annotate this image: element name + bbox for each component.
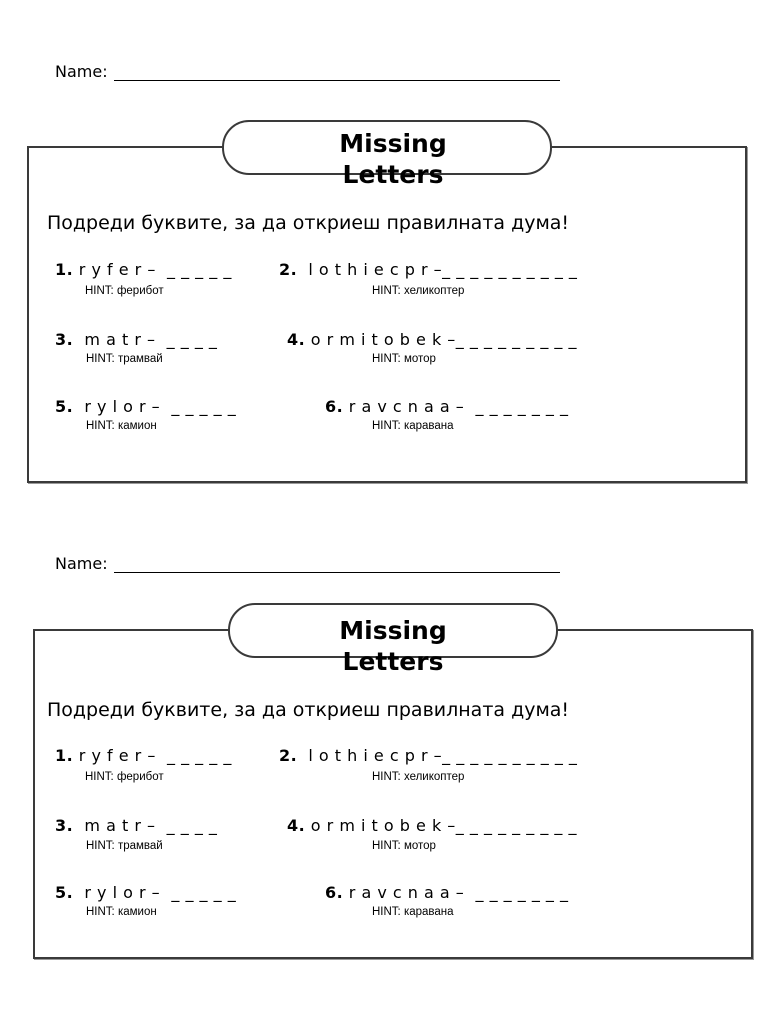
puzzle-item-3: 3. m a t r – _ _ _ _ bbox=[55, 330, 218, 349]
hint-1: HINT: ферибот bbox=[85, 771, 164, 783]
worksheet-title: Missing Letters bbox=[339, 129, 447, 189]
hint-4: HINT: мотор bbox=[372, 840, 436, 852]
hint-4: HINT: мотор bbox=[372, 353, 436, 365]
hint-3: HINT: трамвай bbox=[86, 353, 163, 365]
hint-5: HINT: камион bbox=[86, 906, 157, 918]
name-underline bbox=[114, 64, 560, 81]
puzzle-item-4: 4. o r m i t o b e k –_ _ _ _ _ _ _ _ _ bbox=[287, 330, 577, 349]
puzzle-item-2: 2. l o t h i e c p r –_ _ _ _ _ _ _ _ _ _ bbox=[279, 746, 578, 765]
hint-2: HINT: хеликоптер bbox=[372, 771, 465, 783]
hint-3: HINT: трамвай bbox=[86, 840, 163, 852]
hint-6: HINT: каравана bbox=[372, 420, 454, 432]
hint-1: HINT: ферибот bbox=[85, 285, 164, 297]
puzzle-item-1: 1. r y f e r – _ _ _ _ _ bbox=[55, 746, 232, 765]
worksheet-box bbox=[27, 146, 747, 483]
hint-2: HINT: хеликоптер bbox=[372, 285, 465, 297]
instruction-text: Подреди буквите, за да откриеш правилната дума! bbox=[47, 699, 570, 721]
instruction-text: Подреди буквите, за да откриеш правилната дума! bbox=[47, 212, 570, 234]
name-line bbox=[55, 554, 560, 573]
hint-6: HINT: каравана bbox=[372, 906, 454, 918]
name-underline bbox=[114, 556, 560, 573]
puzzle-item-4: 4. o r m i t o b e k –_ _ _ _ _ _ _ _ _ bbox=[287, 816, 577, 835]
puzzle-item-6: 6. r a v c n a a – _ _ _ _ _ _ _ bbox=[325, 397, 569, 416]
worksheet-title: Missing Letters bbox=[339, 616, 447, 676]
hint-5: HINT: камион bbox=[86, 420, 157, 432]
name-label: Name: bbox=[55, 62, 108, 81]
puzzle-item-2: 2. l o t h i e c p r –_ _ _ _ _ _ _ _ _ _ bbox=[279, 260, 578, 279]
name-label: Name: bbox=[55, 554, 108, 573]
puzzle-item-5: 5. r y l o r – _ _ _ _ _ bbox=[55, 883, 237, 902]
name-line bbox=[55, 62, 560, 81]
puzzle-item-1: 1. r y f e r – _ _ _ _ _ bbox=[55, 260, 232, 279]
puzzle-item-3: 3. m a t r – _ _ _ _ bbox=[55, 816, 218, 835]
puzzle-item-5: 5. r y l o r – _ _ _ _ _ bbox=[55, 397, 237, 416]
puzzle-item-6: 6. r a v c n a a – _ _ _ _ _ _ _ bbox=[325, 883, 569, 902]
